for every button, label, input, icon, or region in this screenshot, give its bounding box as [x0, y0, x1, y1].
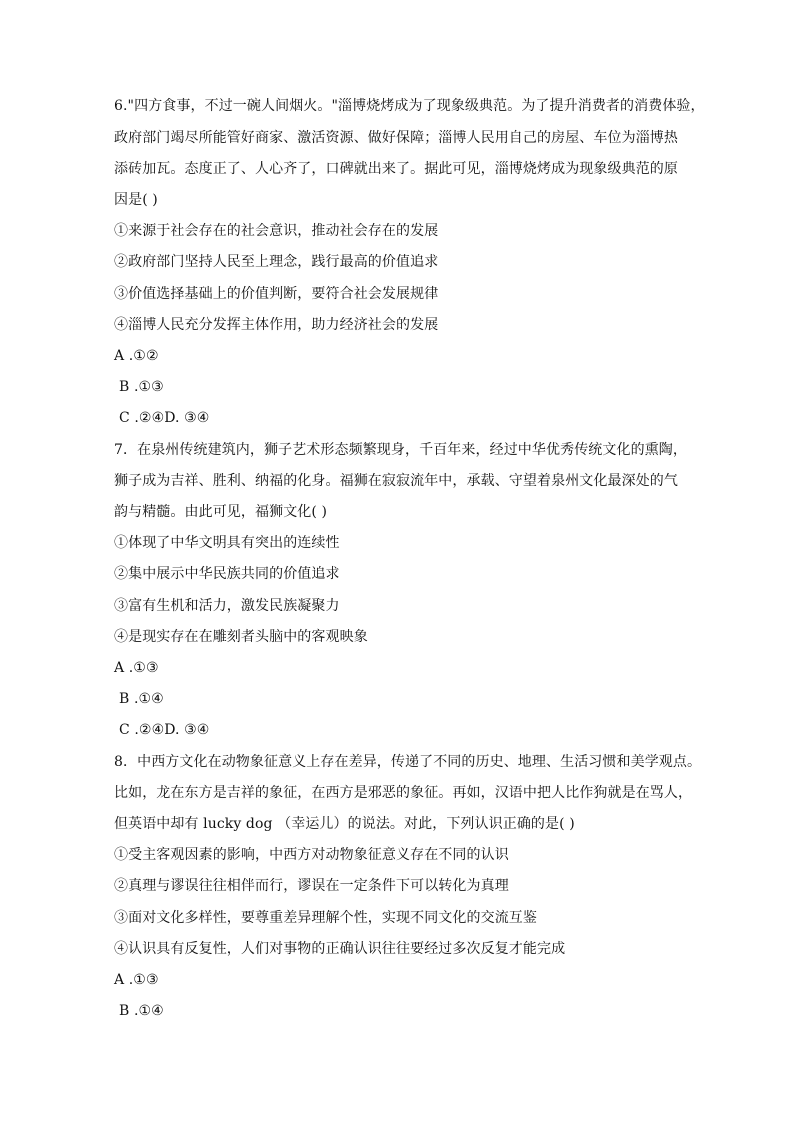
q7-stem-line-1: 7．在泉州传统建筑内，狮子艺术形态频繁现身，千百年来，经过中华优秀传统文化的熏陶，	[114, 442, 688, 458]
q8-stem-line-2: 比如，龙在东方是吉祥的象征，在西方是邪恶的象征。再如，汉语中把人比作狗就是在骂人，	[114, 785, 693, 801]
q7-statement-3: ③富有生机和活力，激发民族凝聚力	[114, 598, 340, 614]
q6-statement-3: ③价值选择基础上的价值判断，要符合社会发展规律	[114, 286, 439, 302]
q8-statement-4: ④认识具有反复性，人们对事物的正确认识往往要经过多次反复才能完成	[114, 941, 566, 957]
q8-stem-line-1: 8．中西方文化在动物象征意义上存在差异，传递了不同的历史、地理、生活习惯和美学观点。	[114, 754, 702, 770]
q6-stem-line-4: 因是( )	[114, 192, 158, 208]
q7-statement-1: ①体现了中华文明具有突出的连续性	[114, 535, 340, 551]
q8-option-a: A .①③	[114, 972, 159, 988]
q7-statement-4: ④是现实存在在雕刻者头脑中的客观映象	[114, 629, 368, 645]
q8-statement-2: ②真理与谬误往往相伴而行，谬误在一定条件下可以转化为真理	[114, 878, 509, 894]
q6-statement-4: ④淄博人民充分发挥主体作用，助力经济社会的发展	[114, 317, 439, 333]
q8-statement-1: ①受主客观因素的影响，中西方对动物象征意义存在不同的认识	[114, 847, 509, 863]
q7-option-c-d: C .②④D. ③④	[119, 722, 210, 738]
q6-option-c-d: C .②④D. ③④	[119, 410, 210, 426]
q7-option-b: B .①④	[119, 691, 164, 707]
q8-statement-3: ③面对文化多样性，要尊重差异理解个性，实现不同文化的交流互鉴	[114, 910, 537, 926]
q6-stem-line-2: 政府部门竭尽所能管好商家、激活资源、做好保障；淄博人民用自己的房屋、车位为淄博热	[114, 130, 678, 146]
q6-statement-2: ②政府部门坚持人民至上理念，践行最高的价值追求	[114, 254, 439, 270]
q6-statement-1: ①来源于社会存在的社会意识，推动社会存在的发展	[114, 223, 439, 239]
q7-option-a: A .①③	[114, 660, 159, 676]
q8-option-b: B .①④	[119, 1003, 164, 1019]
q6-stem-line-3: 添砖加瓦。态度正了、人心齐了，口碑就出来了。据此可见，淄博烧烤成为现象级典范的原	[114, 161, 678, 177]
q7-stem-line-3: 韵与精髓。由此可见，福狮文化( )	[114, 504, 328, 520]
q7-statement-2: ②集中展示中华民族共同的价值追求	[114, 566, 340, 582]
q8-stem-line-3: 但英语中却有 lucky dog （幸运儿）的说法。对此，下列认识正确的是( )	[114, 816, 575, 832]
q6-option-b: B .①③	[119, 379, 164, 395]
q7-stem-line-2: 狮子成为吉祥、胜利、纳福的化身。福狮在寂寂流年中，承载、守望着泉州文化最深处的气	[114, 473, 678, 489]
q6-stem-line-1: 6."四方食事，不过一碗人间烟火。"淄博烧烤成为了现象级典范。为了提升消费者的消费体验，	[114, 98, 705, 114]
q6-option-a: A .①②	[114, 348, 159, 364]
